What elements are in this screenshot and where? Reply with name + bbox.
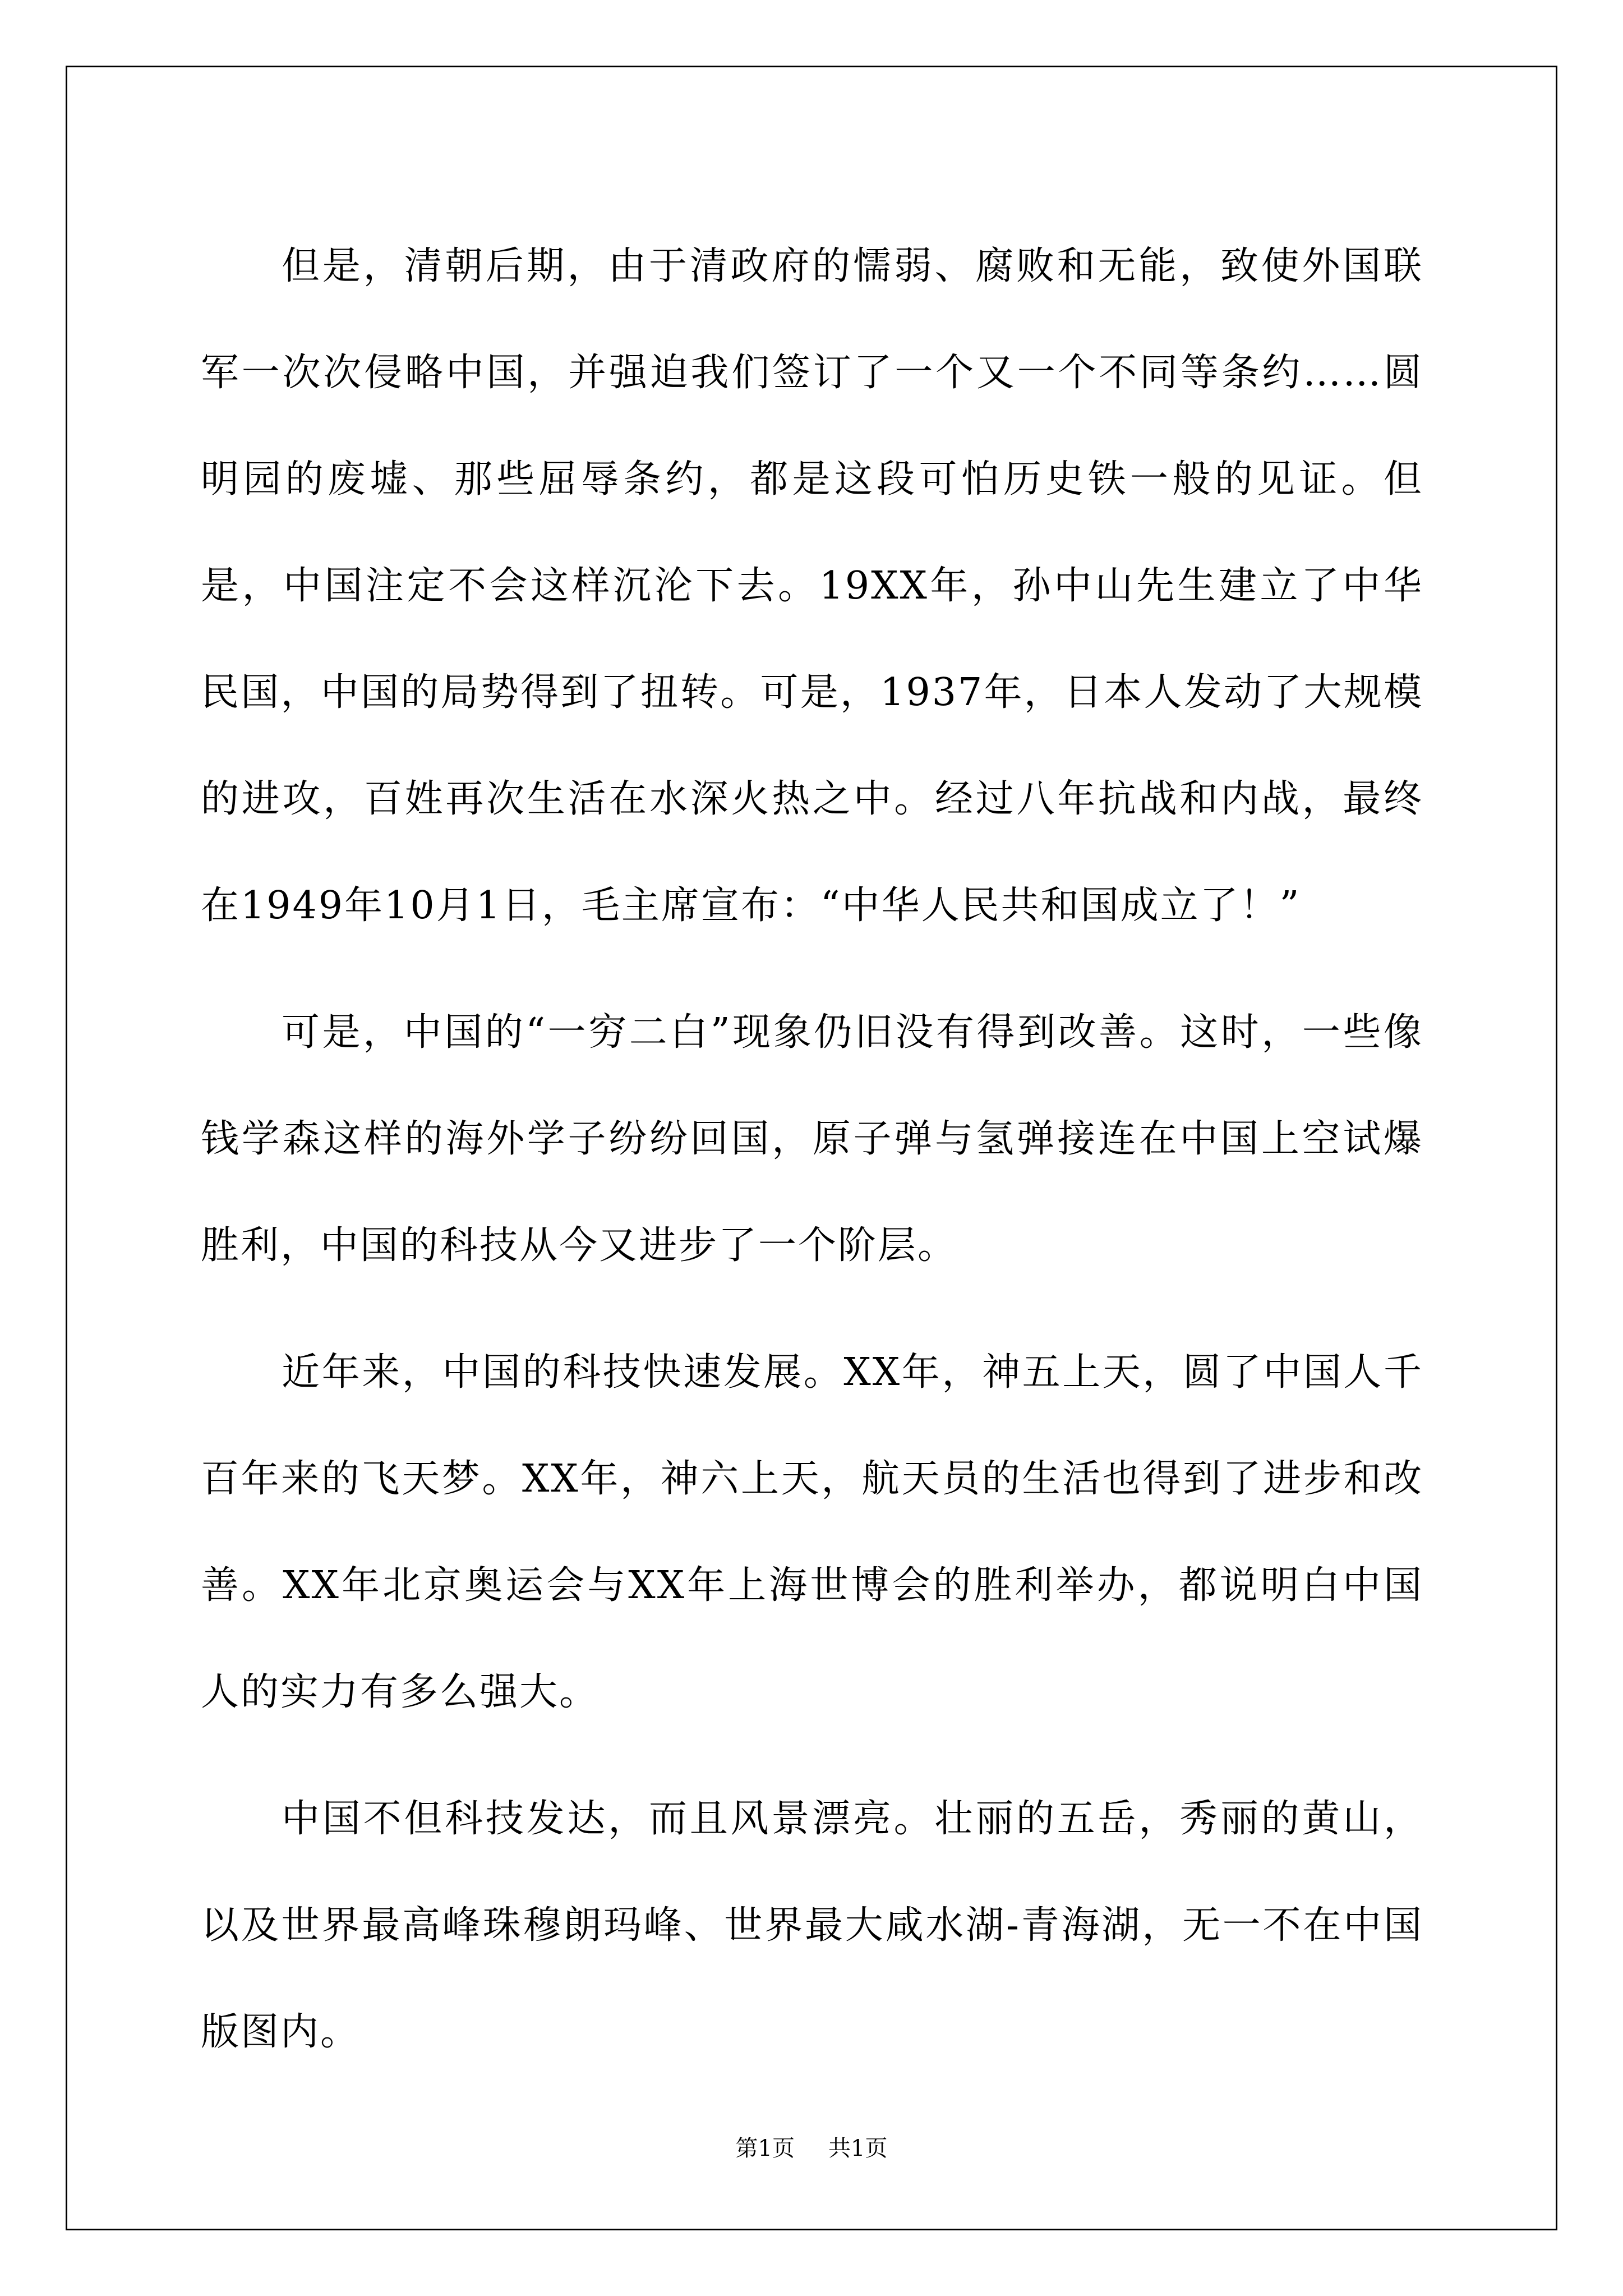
paragraph: 可是，中国的“一穷二白”现象仍旧没有得到改善。这时，一些像钱学森这样的海外学子纷纷回国，原子弹与氢弹接连在中国上空试爆胜利，中国的科技从今又进步了一个阶层。 <box>201 1010 1423 1268</box>
paragraph: 中国不但科技发达，而且风景漂亮。壮丽的五岳，秀丽的黄山，以及世界最高峰珠穆朗玛峰、世界最大咸水湖-青海湖，无一不在中国版图内。 <box>201 1797 1423 2054</box>
paragraph: 但是，清朝后期，由于清政府的懦弱、腐败和无能，致使外国联军一次次侵略中国，并强迫我们签订了一个又一个不同等条约……圆明园的废墟、那些屈辱条约，都是这段可怕历史铁一般的见证。但是，中国注定不会这样沉沦下去。19XX年，孙中山先生建立了中华民国，中国的局势得到了扭转。可是，1937年，日本人发动了大规模的进攻，百姓再次生活在水深火热之中。经过八年抗战和内战，最终在1949年10月1日，毛主席宣布：“中华人民共和国成立了！” <box>201 244 1423 928</box>
page-number: 第1页 <box>735 2136 795 2161</box>
paragraph: 近年来，中国的科技快速发展。XX年，神五上天，圆了中国人千百年来的飞天梦。XX年，神六上天，航天员的生活也得到了进步和改善。XX年北京奥运会与XX年上海世博会的胜利举办，都说明白中国人的实力有多么强大。 <box>201 1350 1423 1714</box>
document-body <box>201 213 1423 2106</box>
page-total: 共1页 <box>828 2136 888 2161</box>
page-footer <box>0 2132 1623 2165</box>
